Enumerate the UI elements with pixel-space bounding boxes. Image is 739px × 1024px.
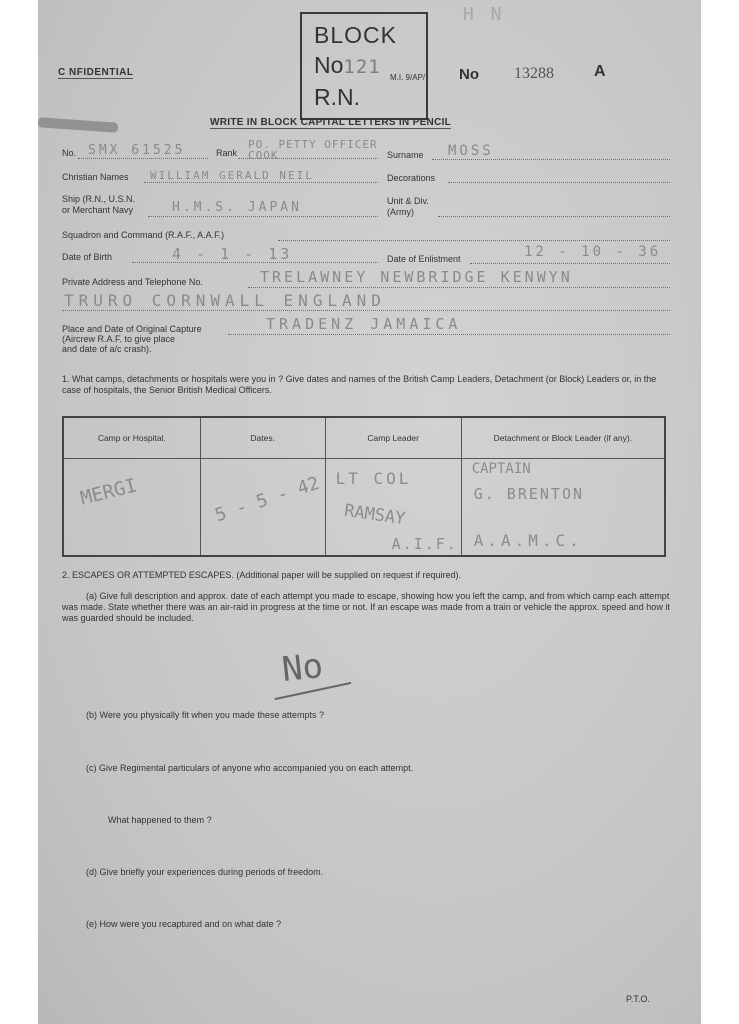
stamp-rn: R.N.: [314, 84, 360, 110]
q2-b-text: (b) Were you physically fit when you made these attempts ?: [86, 710, 324, 720]
q2-a-answer: No: [280, 645, 325, 691]
no-value: SMX 61525: [88, 143, 186, 158]
address-label: Private Address and Telephone No.: [62, 277, 203, 287]
q2-title: 2. ESCAPES OR ATTEMPTED ESCAPES. (Additional paper will be supplied on request if required).: [62, 570, 462, 580]
stamp-no: No121: [314, 52, 381, 78]
number-value: 13288: [514, 65, 554, 82]
cell-detachment: CAPTAIN G. BRENTON A.A.M.C.: [461, 459, 665, 557]
unit-label: Unit & Div. (Army): [387, 196, 429, 217]
instruction-heading: WRITE IN BLOCK CAPITAL LETTERS IN PENCIL: [210, 117, 452, 128]
form-sheet: [38, 0, 701, 1024]
enlistment-label: Date of Enlistment: [387, 254, 461, 264]
cell-camp: MERGI: [63, 459, 200, 557]
pto-label: P.T.O.: [626, 994, 650, 1004]
col-leader-header: Camp Leader: [325, 417, 461, 459]
stamp-number: 121: [343, 56, 381, 78]
q2-d-text: (d) Give briefly your experiences during periods of freedom.: [86, 867, 324, 877]
no-label: No.: [62, 148, 77, 158]
cell-dates: 5 - 5 - 42: [200, 459, 325, 557]
decorations-label: Decorations: [387, 173, 436, 183]
corner-handwriting: H N: [463, 4, 505, 25]
confidential-label: C NFIDENTIAL: [58, 67, 134, 78]
col-detachment-header: Detachment or Block Leader (if any).: [461, 417, 665, 459]
enlistment-value: 12 - 10 - 36: [524, 244, 662, 260]
table-header-row: [63, 417, 665, 459]
cell-leader: LT COL RAMSAY A.I.F.: [325, 459, 461, 557]
ship-label: Ship (R.N., U.S.N. or Merchant Navy: [62, 194, 136, 215]
col-dates-header: Dates.: [200, 417, 325, 459]
address-line2: TRURO CORNWALL ENGLAND: [64, 291, 386, 310]
christian-value: WILLIAM GERALD NEIL: [150, 169, 314, 182]
q2-a-text: (a) Give full description and approx. date of each attempt you made to escape, showing how you left the camp, and from which camp each attempt was made. State whether there was an air-raid in progress at the time or not. If an escape was made from a train or vehicle the approx. speed and how it was guarded should be included.: [62, 591, 670, 623]
capture-value: TRADENZ JAMAICA: [266, 315, 462, 333]
dob-label: Date of Birth: [62, 252, 113, 262]
q2-c-text: (c) Give Regimental particulars of anyone who accompanied you on each attempt.: [86, 763, 414, 773]
number-label: No: [459, 66, 479, 83]
squadron-label: Squadron and Command (R.A.F., A.A.F.): [62, 230, 225, 240]
q1-text: 1. What camps, detachments or hospitals were you in ? Give dates and names of the British Camp Leaders, Detachment (or Block) Leaders or, in the case of hospitals, the Senior British Medical Officers.: [62, 374, 657, 395]
surname-label: Surname: [387, 150, 424, 160]
col-camp-header: Camp or Hospital.: [63, 417, 200, 459]
camps-table: [62, 416, 666, 557]
address-line1: TRELAWNEY NEWBRIDGE KENWYN: [260, 268, 573, 286]
christian-label: Christian Names: [62, 172, 129, 182]
rank-value: PO. PETTY OFFICER COOK: [248, 138, 378, 162]
table-row: [63, 459, 665, 557]
ship-value: H.M.S. JAPAN: [172, 200, 302, 215]
block-stamp: [300, 12, 428, 120]
dob-value: 4 - 1 - 13: [172, 245, 293, 263]
q2-c2-text: What happened to them ?: [108, 815, 212, 825]
form-ref: M.I. 9/AP/: [390, 73, 426, 82]
capture-label: Place and Date of Original Capture (Aircrew R.A.F. to give place and date of a/c crash).: [62, 324, 202, 354]
stamp-block: BLOCK: [314, 22, 397, 48]
number-suffix: A: [594, 63, 606, 80]
surname-value: MOSS: [448, 143, 494, 159]
rank-label: Rank: [216, 148, 238, 158]
q2-e-text: (e) How were you recaptured and on what date ?: [86, 919, 282, 929]
ink-smudge: [38, 117, 119, 133]
